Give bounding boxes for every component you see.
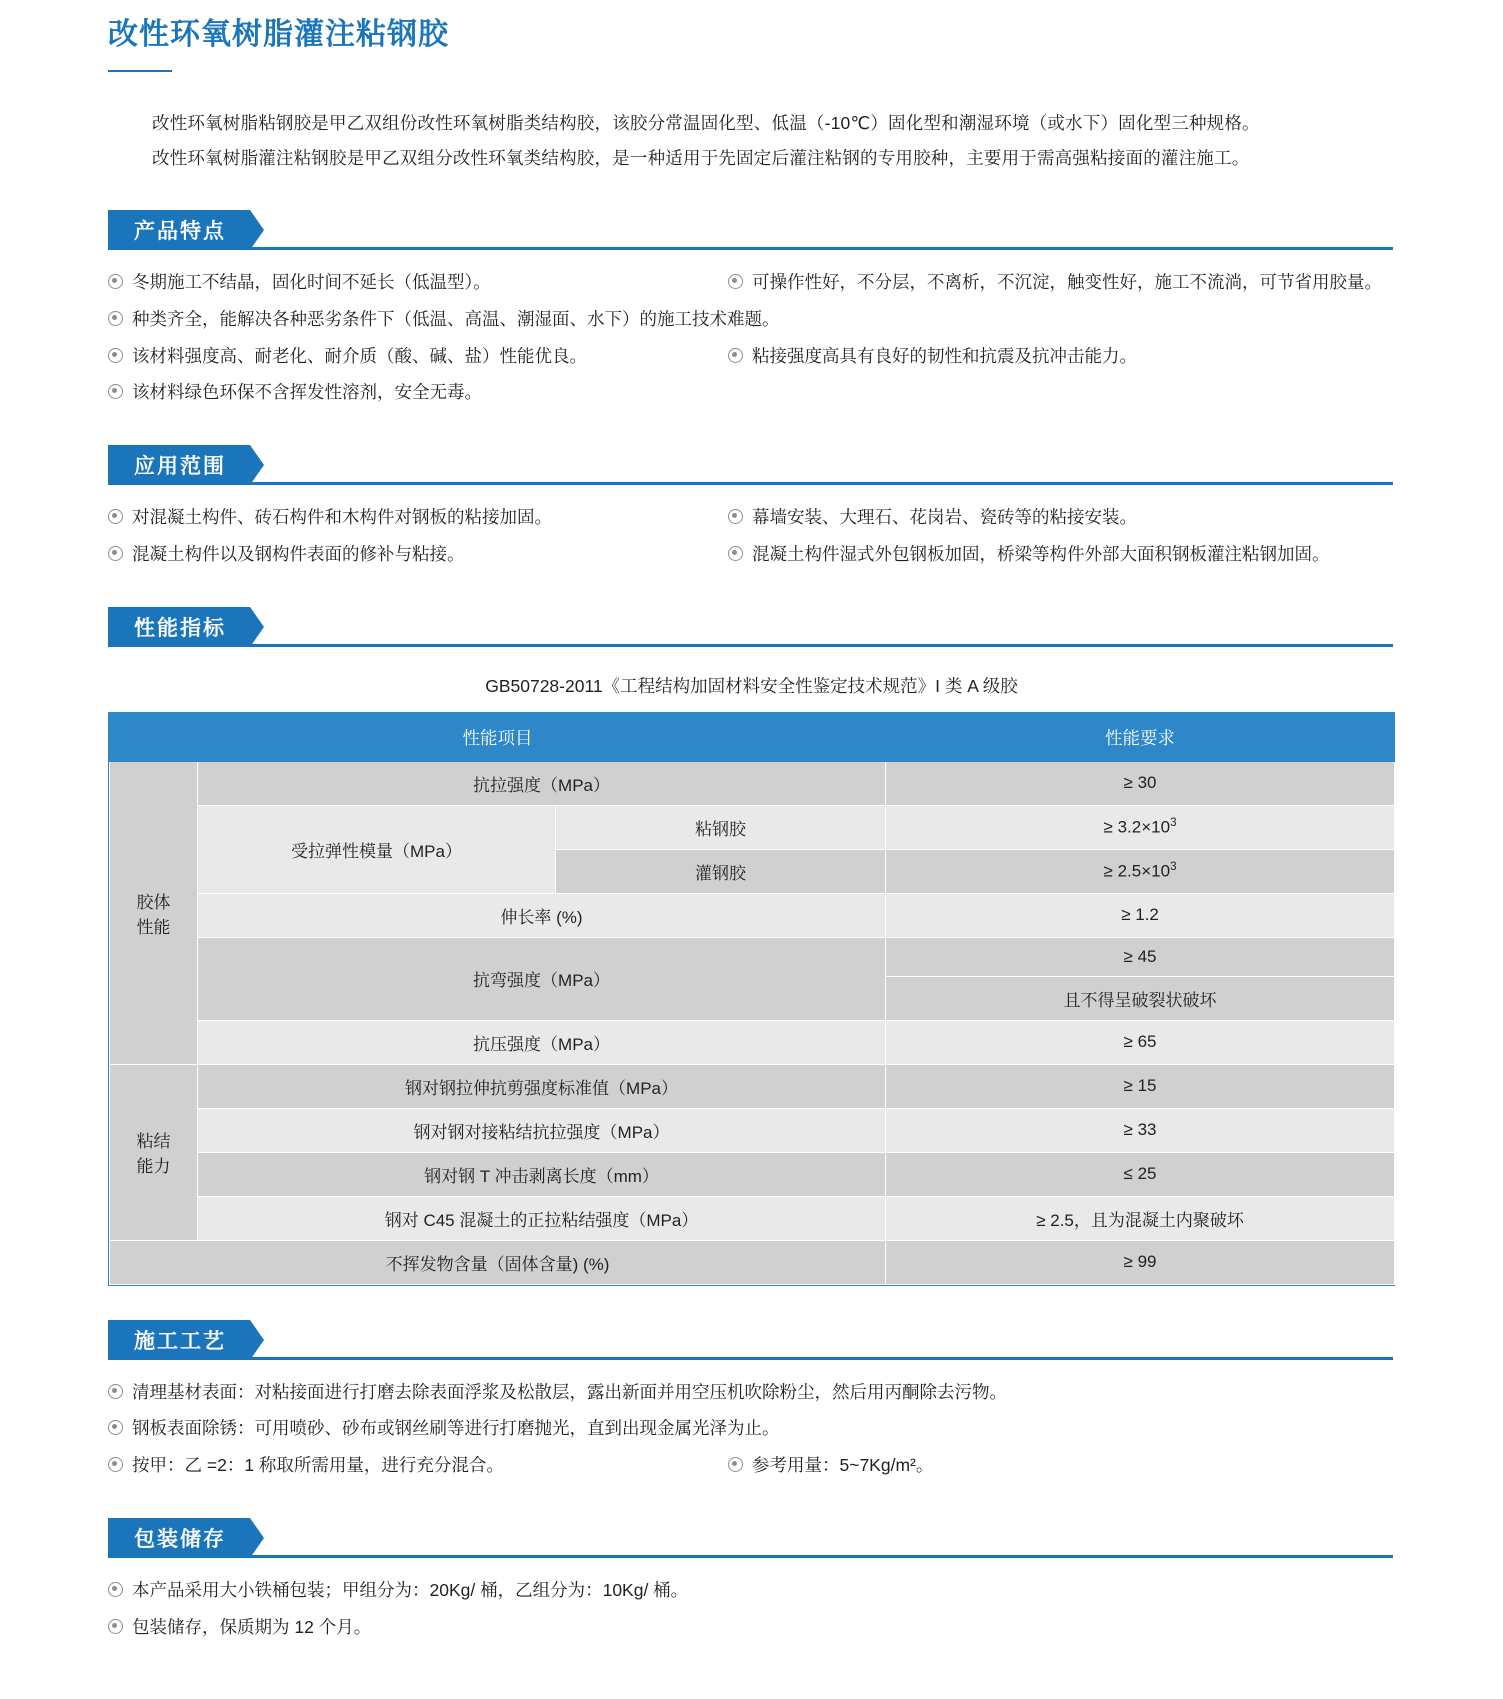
- section-performance: [0, 607, 1503, 1286]
- bullet-entry: [728, 338, 1395, 375]
- circle-bullet-icon: [108, 1420, 123, 1435]
- section-process: [0, 1320, 1503, 1484]
- section-underline: [108, 1357, 1393, 1360]
- list-item: [108, 1447, 1395, 1484]
- section-underline: [108, 644, 1393, 647]
- table-cell-item: 抗弯强度（MPa）: [198, 937, 886, 1020]
- bullet-text: 该材料强度高、耐老化、耐介质（酸、碱、盐）性能优良。: [132, 345, 587, 366]
- circle-bullet-icon: [108, 1619, 123, 1634]
- bullet-text: 幕墙安装、大理石、花岗岩、瓷砖等的粘接安装。: [752, 507, 1137, 527]
- bullet-text: 可操作性好，不分层，不离析，不沉淀，触变性好，施工不流淌，可节省用胶量。: [752, 272, 1382, 292]
- table-cell-subitem: 灌钢胶: [556, 849, 886, 893]
- circle-bullet-icon: [108, 274, 123, 289]
- bullet-entry: [108, 1410, 788, 1447]
- bullet-entry: [728, 264, 1395, 301]
- list-item: [108, 1374, 1395, 1411]
- row-group-label-bonding: 粘结 能力: [110, 1064, 198, 1240]
- list-item: [108, 264, 1395, 301]
- circle-bullet-icon: [728, 348, 743, 363]
- bullet-entry: [108, 1609, 379, 1646]
- table-row: [110, 761, 1395, 805]
- value-exponent: 3: [1170, 860, 1177, 873]
- table-row: [110, 1108, 1395, 1152]
- bullet-text: 种类齐全，能解决各种恶劣条件下（低温、高温、潮湿面、水下）的施工技术难题。: [132, 308, 780, 329]
- circle-bullet-icon: [108, 546, 123, 561]
- section-header-features: [108, 210, 1503, 250]
- table-cell-value: ≥ 65: [886, 1020, 1395, 1064]
- table-cell-item: 不挥发物含量（固体含量) (%): [110, 1240, 886, 1284]
- table-caption: GB50728-2011《工程结构加固材料安全性鉴定技术规范》I 类 A 级胶: [485, 675, 1018, 696]
- bullet-text: 清理基材表面：对粘接面进行打磨去除表面浮浆及松散层，露出新面并用空压机吹除粉尘，然后用丙酮除去污物。: [132, 1381, 1007, 1402]
- section-underline: [108, 247, 1393, 250]
- value-text: ≥ 2.5×10: [1103, 861, 1171, 881]
- bullet-entry: [108, 1447, 728, 1484]
- list-item: [108, 1609, 1395, 1646]
- table-cell-value: ≥ 30: [886, 761, 1395, 805]
- circle-bullet-icon: [108, 509, 123, 524]
- section-underline: [108, 1555, 1393, 1558]
- section-header-application: [108, 445, 1503, 485]
- section-tag-performance: 性能指标: [108, 607, 250, 647]
- table-cell-item: 受拉弹性模量（MPa）: [198, 805, 556, 893]
- title-underline: [108, 70, 172, 72]
- table-cell-value: [886, 805, 1395, 849]
- list-item: [108, 301, 1395, 338]
- list-item: [108, 1572, 1395, 1609]
- bullet-text: 参考用量：5~7Kg/m²。: [752, 1455, 934, 1475]
- bullet-entry: [728, 536, 1395, 573]
- bullet-text: 本产品采用大小铁桶包装；甲组分为：20Kg/ 桶，乙组分为：10Kg/ 桶。: [132, 1579, 689, 1600]
- table-cell-value: ≤ 25: [886, 1152, 1395, 1196]
- section-header-packaging: [108, 1518, 1503, 1558]
- section-header-performance: [108, 607, 1503, 647]
- section-header-process: [108, 1320, 1503, 1360]
- table-cell-value: ≥ 99: [886, 1240, 1395, 1284]
- bullet-entry: [108, 374, 490, 411]
- application-bullet-list: [108, 499, 1395, 573]
- packaging-bullet-list: [108, 1572, 1395, 1646]
- table-cell-value: [886, 849, 1395, 893]
- table-row: [110, 1020, 1395, 1064]
- table-row: [110, 893, 1395, 937]
- table-row: [110, 805, 1395, 849]
- table-header-cell: 性能项目: [110, 713, 886, 761]
- table-row: [110, 1196, 1395, 1240]
- intro-paragraphs: [110, 106, 1393, 176]
- table-cell-value: ≥ 1.2: [886, 893, 1395, 937]
- bullet-text: 混凝土构件湿式外包钢板加固，桥梁等构件外部大面积钢板灌注粘钢加固。: [752, 543, 1330, 564]
- bullet-entry: [108, 301, 788, 338]
- table-row: [110, 1064, 1395, 1108]
- list-item: [108, 374, 1395, 411]
- table-cell-item: 钢对 C45 混凝土的正拉粘结强度（MPa）: [198, 1196, 886, 1240]
- features-bullet-list: [108, 264, 1395, 411]
- circle-bullet-icon: [108, 311, 123, 326]
- section-application: [0, 445, 1503, 573]
- value-exponent: 3: [1170, 816, 1177, 829]
- section-tag-application: 应用范围: [108, 445, 250, 485]
- bullet-text: 按甲：乙 =2：1 称取所需用量，进行充分混合。: [132, 1455, 504, 1475]
- list-item: [108, 1410, 1395, 1447]
- title-block: [0, 0, 1503, 72]
- bullet-entry: [728, 1447, 1395, 1484]
- table-cell-value: 且不得呈破裂状破坏: [886, 976, 1395, 1020]
- bullet-text: 对混凝土构件、砖石构件和木构件对钢板的粘接加固。: [132, 507, 552, 527]
- table-cell-item: 抗压强度（MPa）: [198, 1020, 886, 1064]
- bullet-text: 钢板表面除锈：可用喷砂、砂布或钢丝刷等进行打磨抛光，直到出现金属光泽为止。: [132, 1418, 780, 1439]
- bullet-text: 粘接强度高具有良好的韧性和抗震及抗冲击能力。: [752, 345, 1137, 366]
- table-cell-subitem: 粘钢胶: [556, 805, 886, 849]
- section-tag-process: 施工工艺: [108, 1320, 250, 1360]
- bullet-text: 冬期施工不结晶，固化时间不延长（低温型）。: [132, 272, 491, 292]
- section-underline: [108, 482, 1393, 485]
- bullet-entry: [108, 536, 728, 573]
- circle-bullet-icon: [728, 1457, 743, 1472]
- bullet-text: 包装储存，保质期为 12 个月。: [132, 1616, 372, 1637]
- table-row: [110, 937, 1395, 976]
- table-row: [110, 1152, 1395, 1196]
- row-group-label-colloid: 胶体 性能: [110, 761, 198, 1064]
- circle-bullet-icon: [108, 1384, 123, 1399]
- bullet-entry: [108, 338, 728, 375]
- table-cell-item: 钢对钢 T 冲击剥离长度（mm）: [198, 1152, 886, 1196]
- circle-bullet-icon: [108, 348, 123, 363]
- circle-bullet-icon: [108, 1582, 123, 1597]
- table-header-row: [110, 713, 1395, 761]
- value-text: ≥ 3.2×10: [1103, 817, 1171, 837]
- table-row: [110, 1240, 1395, 1284]
- circle-bullet-icon: [108, 384, 123, 399]
- list-item: [108, 536, 1395, 573]
- table-cell-value: ≥ 15: [886, 1064, 1395, 1108]
- process-bullet-list: [108, 1374, 1395, 1484]
- intro-paragraph-1: 改性环氧树脂粘钢胶是甲乙双组份改性环氧树脂类结构胶，该胶分常温固化型、低温（-10℃）固化型和潮湿环境（或水下）固化型三种规格。: [152, 113, 1260, 133]
- spec-table-wrapper: [108, 712, 1395, 1286]
- table-cell-item: 钢对钢对接粘结抗拉强度（MPa）: [198, 1108, 886, 1152]
- bullet-entry: [108, 264, 728, 301]
- intro-paragraph-2: 改性环氧树脂灌注粘钢胶是甲乙双组分改性环氧类结构胶，是一种适用于先固定后灌注粘钢的专用胶种，主要用于需高强粘接面的灌注施工。: [152, 148, 1250, 168]
- table-cell-value: ≥ 45: [886, 937, 1395, 976]
- bullet-text: 该材料绿色环保不含挥发性溶剂，安全无毒。: [132, 382, 482, 403]
- bullet-entry: [728, 499, 1395, 536]
- table-cell-value: ≥ 33: [886, 1108, 1395, 1152]
- performance-spec-table: [109, 713, 1395, 1285]
- section-packaging: [0, 1518, 1503, 1646]
- list-item: [108, 499, 1395, 536]
- circle-bullet-icon: [728, 546, 743, 561]
- section-tag-packaging: 包装储存: [108, 1518, 250, 1558]
- circle-bullet-icon: [728, 509, 743, 524]
- table-header-cell: 性能要求: [886, 713, 1395, 761]
- table-cell-item: 抗拉强度（MPa）: [198, 761, 886, 805]
- section-tag-features: 产品特点: [108, 210, 250, 250]
- page-title: 改性环氧树脂灌注粘钢胶: [108, 18, 449, 51]
- bullet-text: 混凝土构件以及钢构件表面的修补与粘接。: [132, 543, 465, 564]
- bullet-entry: [108, 499, 728, 536]
- circle-bullet-icon: [728, 274, 743, 289]
- bullet-entry: [108, 1374, 1015, 1411]
- circle-bullet-icon: [108, 1457, 123, 1472]
- table-cell-item: 伸长率 (%): [198, 893, 886, 937]
- table-cell-value: ≥ 2.5，且为混凝土内聚破坏: [886, 1196, 1395, 1240]
- list-item: [108, 338, 1395, 375]
- bullet-entry: [108, 1572, 696, 1609]
- table-cell-item: 钢对钢拉伸抗剪强度标准值（MPa）: [198, 1064, 886, 1108]
- section-features: [0, 210, 1503, 411]
